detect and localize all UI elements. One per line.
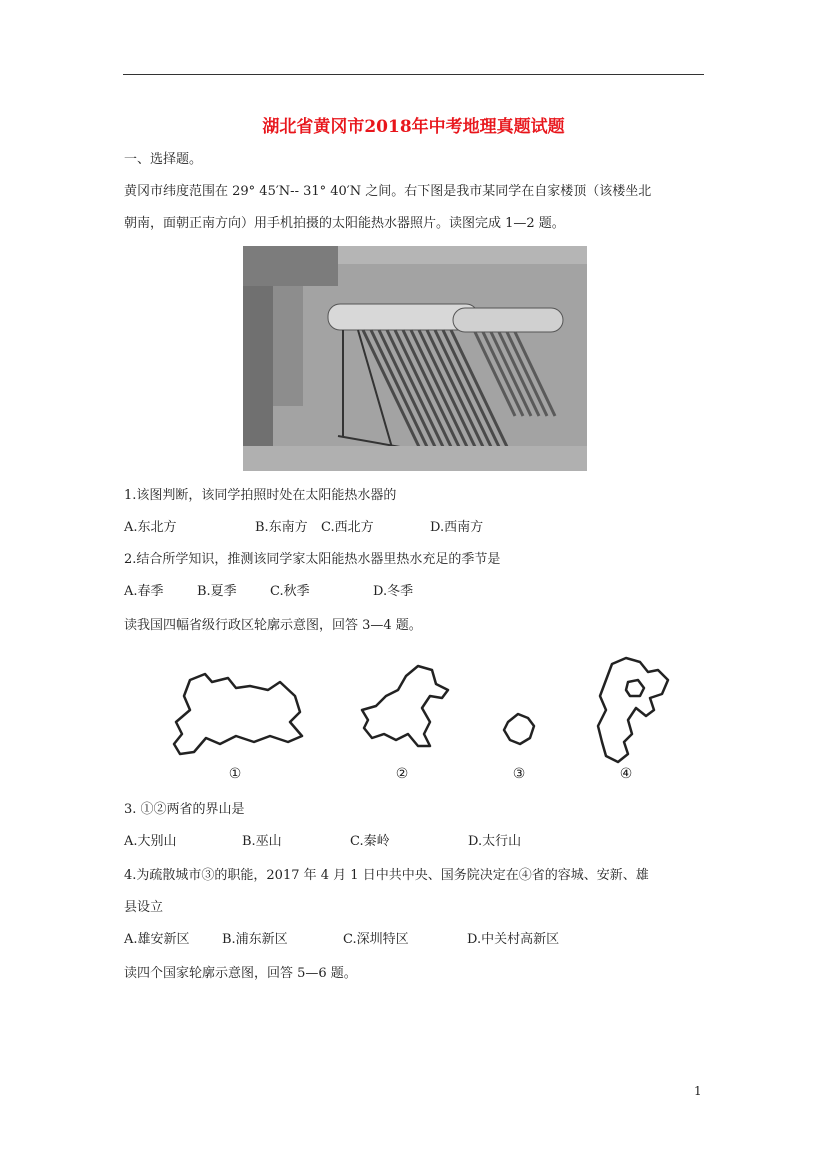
q3-option-a: A.大别山 (124, 834, 177, 849)
q2-option-b: B.夏季 (197, 584, 237, 599)
q3-option-d: D.太行山 (468, 834, 522, 849)
q4-stem-line-2: 县设立 (124, 900, 164, 915)
q4-option-c: C.深圳特区 (343, 932, 409, 947)
page-number: 1 (694, 1084, 702, 1098)
maps-intro: 读我国四幅省级行政区轮廓示意图，回答 3—4 题。 (124, 618, 422, 633)
q1-option-a: A.东北方 (124, 520, 177, 535)
province-4-outline (598, 658, 668, 762)
q3-stem: 3. ①②两省的界山是 (124, 802, 245, 817)
section-heading: 一、选择题。 (124, 152, 203, 167)
province-1-outline (174, 674, 302, 754)
province-2-outline (362, 666, 448, 746)
map-label-1: ① (228, 766, 242, 782)
solar-heater-photo (243, 246, 587, 471)
q1-stem: 1.该图判断，该同学拍照时处在太阳能热水器的 (124, 488, 397, 503)
next-intro: 读四个国家轮廓示意图，回答 5—6 题。 (124, 966, 357, 981)
q2-option-a: A.春季 (124, 584, 164, 599)
q1-option-c: C.西北方 (321, 520, 374, 535)
intro-line-1: 黄冈市纬度范围在 29° 45′N-- 31° 40′N 之间。右下图是我市某同学在自家楼顶（该楼坐北 (124, 184, 652, 199)
header-rule (123, 74, 704, 75)
province-3-outline (504, 714, 534, 744)
q1-option-d: D.西南方 (430, 520, 484, 535)
q2-option-d: D.冬季 (373, 584, 414, 599)
map-label-3: ③ (512, 766, 526, 782)
intro-line-2: 朝南，面朝正南方向）用手机拍摄的太阳能热水器照片。读图完成 1—2 题。 (124, 216, 565, 231)
q4-option-d: D.中关村高新区 (467, 932, 560, 947)
province-outline-maps (150, 650, 690, 790)
q1-option-b: B.东南方 (255, 520, 308, 535)
map-label-2: ② (395, 766, 409, 782)
q4-option-a: A.雄安新区 (124, 932, 190, 947)
q3-option-b: B.巫山 (242, 834, 282, 849)
page-title: 湖北省黄冈市2018年中考地理真题试题 (262, 117, 565, 137)
map-label-4: ④ (619, 766, 633, 782)
province-outlines-svg (150, 650, 690, 790)
q3-option-c: C.秦岭 (350, 834, 390, 849)
q4-option-b: B.浦东新区 (222, 932, 288, 947)
q2-stem: 2.结合所学知识，推测该同学家太阳能热水器里热水充足的季节是 (124, 552, 501, 567)
q4-stem-line-1: 4.为疏散城市③的职能，2017 年 4 月 1 日中共中央、国务院决定在④省的容城、安新、雄 (124, 868, 649, 883)
beijing-inset-outline (626, 680, 644, 696)
q2-option-c: C.秋季 (270, 584, 310, 599)
